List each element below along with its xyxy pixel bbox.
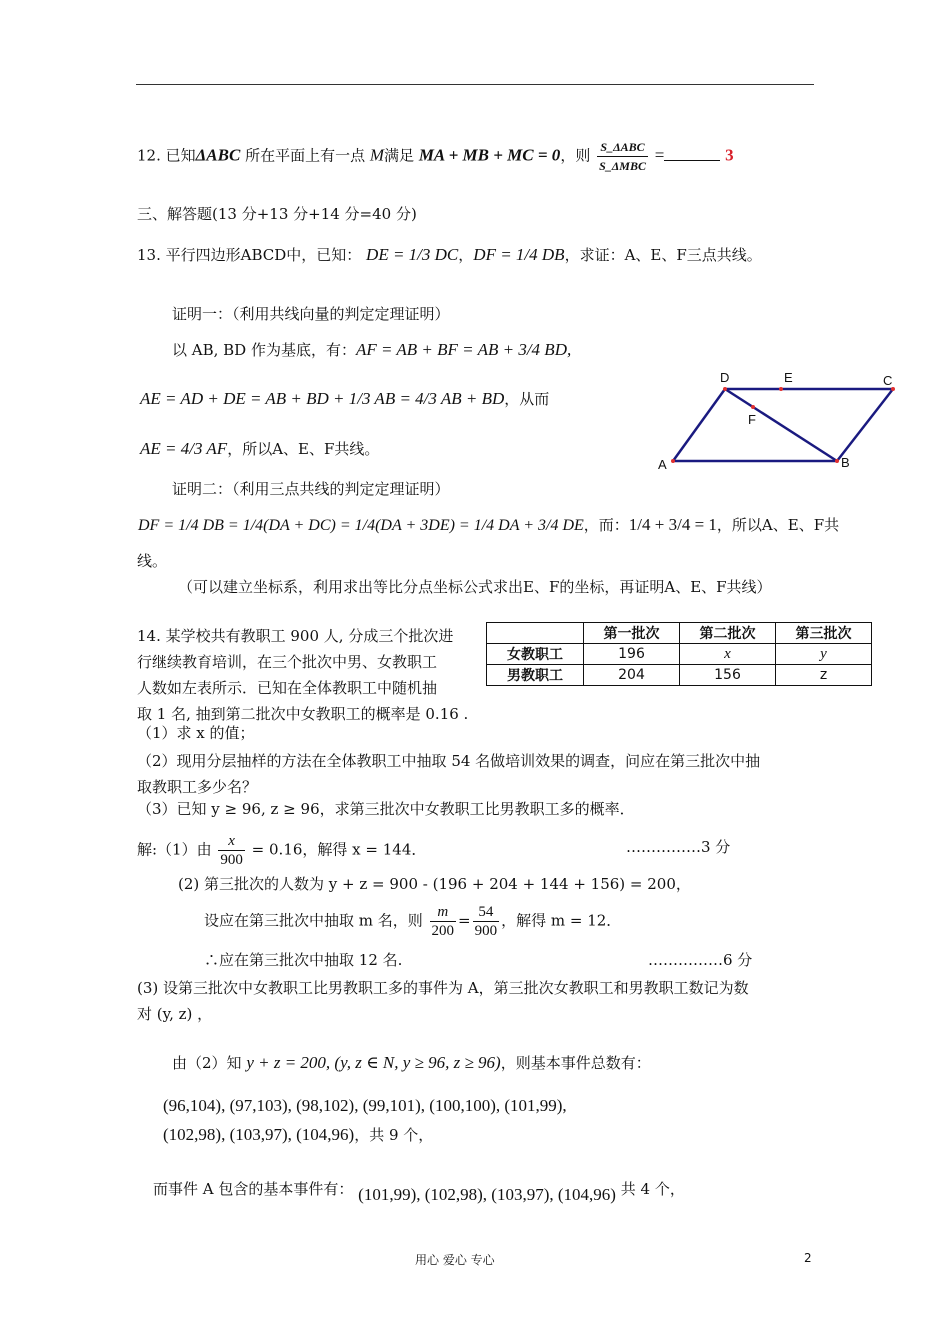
sol2-line2: 设应在第三批次中抽取 m 名，则 $\frac{m}{200}$ = $\frac{54}{900}$ ，解得 m = 12． xyxy=(204,904,622,939)
q14-part1: （1）求 x 的值； xyxy=(137,724,255,742)
q14-intro-line: 14. 某学校共有教职工 900 人, 分成三个批次进 xyxy=(137,627,454,645)
table-header-row xyxy=(487,623,872,644)
question-13-statement: 13. 平行四边形ABCD中，已知： DE = 1/3 DC，DF = 1/4 DB，求证：A、E、F三点共线。 xyxy=(137,245,762,264)
basic-events-count: ，共 9 个， xyxy=(354,1126,434,1144)
label-b: B xyxy=(841,455,850,470)
q14-part3: （3）已知 y ≥ 96, z ≥ 96，求第三批次中女教职工比男教职工多的概率． xyxy=(137,800,635,818)
q13-condition-de: DE = 1/3 DC xyxy=(366,245,459,264)
event-a-prefix: 而事件 A 包含的基本事件有： xyxy=(153,1180,354,1198)
proof1-conclusion: ，所以A、E、F共线。 xyxy=(227,440,380,458)
q13-condition-df: DF = 1/4 DB xyxy=(473,245,565,264)
sol2-frac1-num: m xyxy=(430,903,457,922)
question-12 xyxy=(137,138,734,175)
q12-ratio-numerator: S_ΔABC xyxy=(597,138,648,157)
proof1-therefore: ，从而 xyxy=(504,390,550,408)
table-cell: 男教职工 xyxy=(487,665,584,686)
q12-vector-equation: MA + MB + MC = 0 xyxy=(418,145,561,165)
event-a-line xyxy=(153,1178,685,1204)
sol1-frac-num: x xyxy=(218,832,245,851)
sol3-line2: 对 (y, z) ， xyxy=(137,1005,213,1023)
label-f: F xyxy=(748,412,756,427)
table-cell: 196 xyxy=(584,644,680,665)
label-d: D xyxy=(720,370,730,385)
sol3-line1: (3) 设第三批次中女教职工比男教职工多的事件为 A，第三批次女教职工和男教职工数记为数 xyxy=(137,979,749,997)
label-c: C xyxy=(883,373,893,388)
q14-intro-line: 人数如左表所示．已知在全体教职工中随机抽 xyxy=(137,679,438,697)
q14-part2-line: 取教职工多少名？ xyxy=(137,778,258,796)
q14-intro xyxy=(137,623,468,727)
q12-text1: 所在平面上有一点 xyxy=(240,146,370,165)
proof2-df-expression: DF = 1/4 DB = 1/4(DA + DC) = 1/4(DA + 3DE) = 1/4 DA + 3/4 DE xyxy=(138,517,584,534)
event-a-list: (101,99), (102,98), (103,97), (104,96) xyxy=(358,1185,616,1204)
proof2-title: 证明二：（利用三点共线的判定定理证明） xyxy=(172,480,450,498)
sol2-prefix: 设应在第三批次中抽取 m 名，则 xyxy=(204,911,423,930)
q13-suffix: ，求证：A、E、F三点共线。 xyxy=(564,246,762,264)
header-rule xyxy=(136,84,814,85)
proof2-conclusion: ，所以A、E、F共 xyxy=(716,516,840,534)
q14-intro-line: 取 1 名, 抽到第二批次中女教职工的概率是 0.16 . xyxy=(137,705,469,723)
proof1-line2 xyxy=(140,388,549,409)
solution-part1 xyxy=(137,832,426,869)
label-a: A xyxy=(658,457,667,472)
q13-note: （可以建立坐标系，利用求出等比分点坐标公式求出E、F的坐标，再证明A、E、F共线） xyxy=(178,578,772,596)
sol1-prefix: 解:（1）由 xyxy=(137,840,212,859)
side-ad xyxy=(673,389,725,461)
sol2-frac2-num: 54 xyxy=(473,903,500,922)
table-header-cell: 第三批次 xyxy=(776,623,872,644)
proof1-ae-af-relation: AE = 4/3 AF xyxy=(140,439,228,458)
proof1-af-expression: AF = AB + BF = AB + 3/4 BD, xyxy=(355,340,572,359)
q12-triangle: ΔABC xyxy=(195,145,241,165)
proof1-ae-expression: AE = AD + DE = AB + BD + 1/3 AB = 4/3 AB + BD xyxy=(140,389,505,408)
q14-part2-line: （2）现用分层抽样的方法在全体教职工中抽取 54 名做培训效果的调查，问应在第三批次中抽 xyxy=(137,752,761,770)
table-cell: y xyxy=(776,644,872,665)
proof1-basis-text: 以 AB, BD 作为基底，有： xyxy=(172,341,356,359)
sol2-suffix: ，解得 m = 12． xyxy=(501,911,622,930)
sol2-line3: ∴应在第三批次中抽取 12 名. xyxy=(204,951,403,969)
sol3-constraint: y + z = 200, (y, z ∈ N, y ≥ 96, z ≥ 96) xyxy=(246,1053,501,1072)
proof1-line1 xyxy=(172,339,571,360)
sol2-frac1-den: 200 xyxy=(431,923,455,939)
proof1-title: 证明一：（利用共线向量的判定定理证明） xyxy=(172,305,450,323)
table-cell: z xyxy=(776,665,872,686)
point-b-marker xyxy=(835,459,839,463)
table-header-cell: 第一批次 xyxy=(584,623,680,644)
proof2-and: ，而： xyxy=(583,516,629,534)
event-a-count: 共 4 个， xyxy=(620,1180,685,1198)
sol1-rest: = 0.16，解得 x = 144． xyxy=(251,840,427,859)
table-cell: x xyxy=(680,644,776,665)
q14-part2 xyxy=(137,748,760,800)
footer-slogan: 用心 爱心 专心 xyxy=(415,1253,495,1267)
table-header-cell xyxy=(487,623,584,644)
parallelogram-figure xyxy=(650,365,910,475)
label-e: E xyxy=(784,370,793,385)
point-a-marker xyxy=(671,459,675,463)
sol2-fraction-54 xyxy=(473,903,500,940)
q12-area-ratio xyxy=(597,138,648,175)
page-number: 2 xyxy=(804,1251,812,1265)
side-cb xyxy=(837,389,893,461)
q12-point: M xyxy=(369,145,385,165)
sol3-suffix: ，则基本事件总数有： xyxy=(500,1054,651,1072)
sol2-frac2-den: 900 xyxy=(474,923,498,939)
q12-answer-blank xyxy=(664,146,720,161)
q12-equals: = xyxy=(654,145,665,165)
sol1-frac-den: 900 xyxy=(220,852,243,868)
point-f-marker xyxy=(751,405,755,409)
sol3-prefix: 由（2）知 xyxy=(172,1054,242,1072)
basic-events-list: (102,98), (103,97), (104,96) xyxy=(163,1125,355,1144)
q12-answer: 3 xyxy=(725,145,734,165)
table-header-cell: 第二批次 xyxy=(680,623,776,644)
point-d-marker xyxy=(723,387,727,391)
point-e-marker xyxy=(779,387,783,391)
table-cell: 156 xyxy=(680,665,776,686)
table-cell: 女教职工 xyxy=(487,644,584,665)
q13-prefix: 13. 平行四边形ABCD中，已知： xyxy=(137,246,362,264)
sol1-score: ……………3 分 xyxy=(626,838,731,856)
proof1-line3 xyxy=(140,438,379,459)
sol3-line3 xyxy=(172,1052,651,1073)
proof2-sum: 1/4 + 3/4 = 1 xyxy=(628,515,717,534)
q12-text2: 满足 xyxy=(384,146,419,165)
proof2-wrap: 线。 xyxy=(137,552,168,570)
sol2-line1: (2) 第三批次的人数为 y + z = 900 - (196 + 204 + 144 + 156) = 200， xyxy=(178,875,691,893)
section-title: 三、解答题(13 分+13 分+14 分=40 分) xyxy=(137,205,417,223)
proof2-line xyxy=(138,514,839,535)
sol2-score: ……………6 分 xyxy=(648,951,753,969)
table-cell: 204 xyxy=(584,665,680,686)
q12-ratio-denominator: S_ΔMBC xyxy=(599,159,646,173)
basic-events-line2 xyxy=(163,1124,433,1145)
q12-text3: ，则 xyxy=(560,146,596,165)
q12-prefix: 12. 已知 xyxy=(137,146,196,165)
diagonal-db xyxy=(725,389,837,461)
batch-table xyxy=(486,622,872,686)
sol1-fraction xyxy=(218,832,245,869)
sol2-fraction-m xyxy=(430,903,457,940)
table-row xyxy=(487,644,872,665)
q14-intro-line: 行继续教育培训，在三个批次中男、女教职工 xyxy=(137,653,438,671)
basic-events-line1: (96,104), (97,103), (98,102), (99,101), (100,100), (101,99), xyxy=(163,1096,567,1115)
table-row xyxy=(487,665,872,686)
